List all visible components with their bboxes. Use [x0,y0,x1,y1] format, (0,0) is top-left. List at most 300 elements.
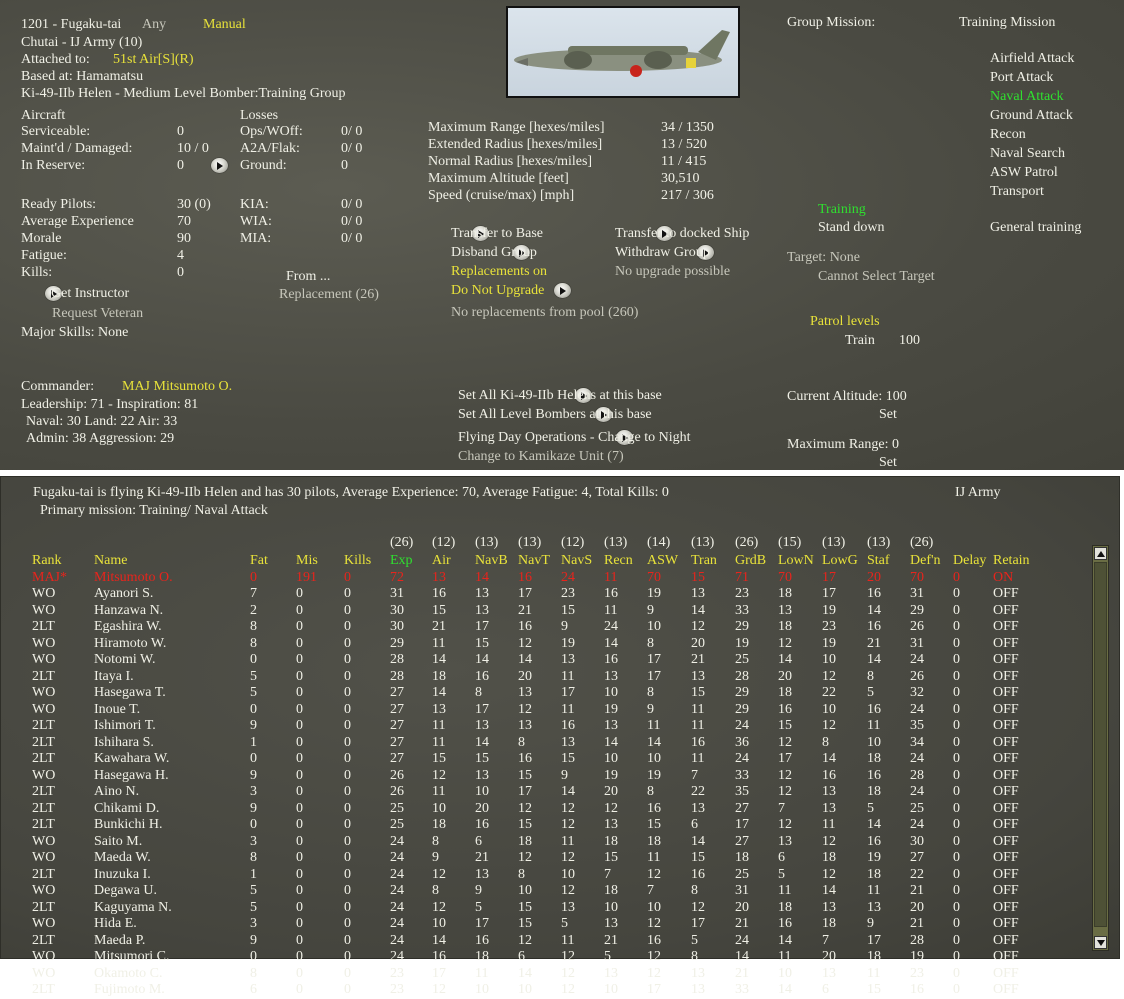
mission-airfield-attack[interactable]: Airfield Attack [990,51,1075,66]
table-cell: 20 [778,668,792,684]
column-header[interactable]: Name [94,553,128,569]
table-cell: 0 [344,833,351,849]
skill-target-cell: (26) [390,535,414,550]
stand-down-option[interactable]: Stand down [818,220,885,235]
skill-target-cell: (26) [735,535,759,550]
table-cell: 0 [296,932,303,948]
commander-admin: Admin: 38 Aggression: 29 [26,431,175,446]
table-cell: 12 [647,949,661,965]
table-cell: 10 [432,916,446,932]
column-header[interactable]: Mis [296,553,318,569]
table-cell: 11 [867,965,881,981]
table-cell: 17 [432,965,446,981]
table-row[interactable] [32,982,1037,999]
table-cell: OFF [993,619,1019,635]
column-header[interactable]: Retain [993,553,1030,569]
mission-naval-attack[interactable]: Naval Attack [990,89,1064,104]
table-cell: 15 [778,718,792,734]
table-cell: 12 [561,850,575,866]
kamikaze-button[interactable]: Change to Kamikaze Unit (7) [458,449,624,464]
table-cell: 16 [432,586,446,602]
table-row[interactable] [32,685,1037,702]
table-cell: 13 [475,866,489,882]
reserve-arrow-icon[interactable] [211,158,228,173]
table-cell: 0 [953,685,960,701]
table-cell: 13 [518,685,532,701]
table-cell: 22 [910,866,924,882]
roster-summary: Fugaku-tai is flying Ki-49-IIb Helen and has 30 pilots, Average Experience: 70, Average Fatigue: 4, Total Kills: 0 [33,485,669,500]
table-cell: 0 [296,850,303,866]
table-cell: WO [32,949,56,965]
table-cell: 16 [867,833,881,849]
patrol-levels-label: Patrol levels [810,314,880,329]
table-cell: 6 [778,850,785,866]
table-row[interactable] [32,883,1037,900]
column-header[interactable]: Delay [953,553,987,569]
table-cell: 20 [910,899,924,915]
table-row[interactable] [32,867,1037,884]
table-cell: 14 [778,652,792,668]
table-cell: 0 [953,767,960,783]
table-cell: 18 [867,866,881,882]
table-cell: 11 [604,602,618,618]
column-header[interactable]: Recn [604,553,633,569]
table-cell: 0 [344,817,351,833]
target-label: Target: None [787,250,861,265]
wia-value: 0/ 0 [341,214,363,229]
table-cell: 17 [778,751,792,767]
table-cell: WO [32,850,56,866]
table-cell: 10 [647,619,661,635]
table-cell: 27 [390,751,404,767]
table-cell: 26 [910,619,924,635]
table-cell: 17 [561,685,575,701]
table-row[interactable] [32,570,1037,587]
transfer-base-button[interactable]: Transfer to Base [451,226,544,241]
table-cell: 11 [475,965,489,981]
table-cell: 16 [910,982,924,998]
column-header[interactable]: ASW [647,553,679,569]
table-cell: WO [32,883,56,899]
table-cell: 0 [344,965,351,981]
avg-exp-value: 70 [177,214,191,229]
table-cell: 0 [296,701,303,717]
table-cell: Maeda W. [94,850,151,866]
nation-label: IJ Army [955,485,1001,500]
set-all-helens-button[interactable]: Set All Ki-49-IIb Helens at this base [458,388,662,403]
table-cell: 0 [250,701,257,717]
table-cell: WO [32,586,56,602]
table-cell: 14 [604,734,618,750]
table-cell: 9 [647,602,654,618]
table-cell: 30 [390,602,404,618]
table-cell: 25 [390,817,404,833]
table-cell: 0 [296,784,303,800]
mission-port-attack[interactable]: Port Attack [990,70,1054,85]
table-cell: 72 [390,569,404,585]
table-cell: 0 [296,602,303,618]
table-cell: 20 [822,949,836,965]
table-cell: 12 [561,982,575,998]
morale-label: Morale [21,231,62,246]
table-cell: Hasegawa T. [94,685,166,701]
column-header[interactable]: LowG [822,553,858,569]
table-cell: Hiramoto W. [94,635,167,651]
attached-label: Attached to: [21,52,90,67]
table-cell: 12 [822,668,836,684]
column-header[interactable]: NavS [561,553,593,569]
scroll-up-icon[interactable] [1094,547,1107,560]
spec-norm-radius-value: 11 / 415 [661,154,707,169]
table-cell: 21 [910,916,924,932]
table-cell: 13 [822,800,836,816]
table-cell: 18 [432,668,446,684]
table-cell: 0 [953,619,960,635]
table-cell: 2 [250,602,257,618]
table-cell: 14 [691,602,705,618]
table-row[interactable] [32,768,1037,785]
table-cell: 11 [561,701,575,717]
mission-transport[interactable]: Transport [990,184,1044,199]
table-cell: 0 [953,866,960,882]
training-option[interactable]: Training [818,202,866,217]
table-cell: 25 [735,866,749,882]
table-cell: 8 [432,833,439,849]
skill-target-cell: (13) [867,535,891,550]
table-cell: 7 [604,866,611,882]
table-cell: Egashira W. [94,619,162,635]
skill-target-cell [94,533,250,553]
table-cell: 18 [647,833,661,849]
table-cell: 16 [867,586,881,602]
table-cell: 18 [604,883,618,899]
set-all-bombers-button[interactable]: Set All Level Bombers at this base [458,407,652,422]
table-cell: 15 [475,751,489,767]
table-cell: OFF [993,718,1019,734]
table-cell: 13 [561,652,575,668]
table-cell: 0 [296,833,303,849]
table-cell: 10 [518,883,532,899]
table-cell: Aino N. [94,784,140,800]
table-cell: 13 [475,718,489,734]
table-row[interactable] [32,933,1037,950]
table-cell: 0 [344,800,351,816]
skill-target-cell: (13) [822,535,846,550]
table-cell: 29 [735,685,749,701]
disband-button[interactable]: Disband Group [451,245,537,260]
flying-day-button[interactable]: Flying Day Operations - Change to Night [458,430,691,445]
column-header[interactable]: Staf [867,553,890,569]
table-cell: 21 [735,916,749,932]
aircraft-type: Ki-49-IIb Helen - Medium Level Bomber:Training Group [21,86,346,101]
table-row[interactable] [32,784,1037,801]
table-cell: 0 [296,866,303,882]
table-row[interactable] [32,916,1037,933]
skill-target-cell: (15) [778,535,802,550]
table-cell: 11 [867,718,881,734]
table-cell: 18 [475,949,489,965]
table-cell: 16 [518,569,532,585]
column-header[interactable]: Tran [691,553,717,569]
table-cell: 35 [735,784,749,800]
table-cell: 17 [822,569,836,585]
column-header[interactable]: Air [432,553,451,569]
table-cell: 24 [390,916,404,932]
table-cell: 17 [867,932,881,948]
table-cell: 24 [735,751,749,767]
table-cell: OFF [993,883,1019,899]
table-cell: 24 [390,866,404,882]
table-row[interactable] [32,751,1037,768]
table-cell: 13 [561,734,575,750]
table-cell: 12 [647,965,661,981]
table-cell: 15 [561,751,575,767]
no-upgrade-possible: No upgrade possible [615,264,731,279]
table-cell: 23 [561,586,575,602]
commander-name[interactable]: MAJ Mitsumoto O. [122,379,233,394]
table-cell: 11 [778,883,792,899]
table-cell: WO [32,767,56,783]
table-cell: 5 [250,685,257,701]
table-row[interactable] [32,834,1037,851]
table-cell: 16 [822,767,836,783]
scroll-thumb[interactable] [1094,562,1107,927]
table-cell: Ishimori T. [94,718,156,734]
table-cell: 12 [432,899,446,915]
table-row[interactable] [32,735,1037,752]
table-cell: 21 [518,602,532,618]
table-cell: 12 [561,817,575,833]
column-header[interactable]: Rank [32,553,62,569]
table-cell: 0 [296,652,303,668]
column-header[interactable]: NavB [475,553,508,569]
table-cell: 16 [691,866,705,882]
table-cell: 14 [735,949,749,965]
table-cell: 15 [691,569,705,585]
table-cell: 13 [691,586,705,602]
table-cell: 16 [691,734,705,750]
table-cell: Maeda P. [94,932,146,948]
table-cell: 5 [778,866,785,882]
table-cell: 14 [647,734,661,750]
kia-label: KIA: [240,197,269,212]
table-cell: 32 [910,685,924,701]
table-cell: WO [32,965,56,981]
column-header[interactable]: LowN [778,553,814,569]
table-cell: 0 [953,899,960,915]
table-row[interactable] [32,619,1037,636]
table-row[interactable] [32,949,1037,966]
altitude-set-button[interactable]: Set [879,407,897,422]
table-cell: 6 [822,982,829,998]
table-cell: 31 [910,635,924,651]
table-cell: 7 [778,800,785,816]
table-cell: 8 [867,668,874,684]
table-cell: Kawahara W. [94,751,170,767]
table-cell: 10 [867,734,881,750]
do-not-upgrade-toggle[interactable]: Do Not Upgrade [451,283,545,298]
request-veteran-button[interactable]: Request Veteran [52,306,144,321]
table-cell: 17 [475,916,489,932]
table-cell: 0 [953,701,960,717]
table-cell: 10 [822,701,836,717]
table-cell: 27 [390,701,404,717]
table-cell: 14 [691,833,705,849]
general-training-option[interactable]: General training [990,220,1082,235]
mission-asw-patrol[interactable]: ASW Patrol [990,165,1058,180]
table-cell: 0 [296,734,303,750]
range-set-button[interactable]: Set [879,455,897,470]
table-cell: 24 [910,817,924,833]
patrol-train-label: Train [845,333,875,348]
table-row[interactable] [32,669,1037,686]
table-cell: 15 [432,751,446,767]
table-cell: 16 [518,751,532,767]
chutai-label: Chutai - IJ Army (10) [21,35,143,50]
table-cell: Chikami D. [94,800,160,816]
table-row[interactable] [32,603,1037,620]
upgrade-icon[interactable] [554,283,571,298]
kills-label: Kills: [21,265,53,280]
table-cell: 26 [390,767,404,783]
table-cell: 15 [432,602,446,618]
mission-ground-attack[interactable]: Ground Attack [990,108,1073,123]
table-row[interactable] [32,702,1037,719]
column-header[interactable]: NavT [518,553,550,569]
table-cell: 19 [647,586,661,602]
table-cell: 0 [344,784,351,800]
replacement-link[interactable]: Replacement (26) [279,287,379,302]
table-cell: 24 [910,701,924,717]
table-cell: 18 [778,899,792,915]
table-cell: 24 [735,932,749,948]
column-header[interactable]: Def'n [910,553,941,569]
table-cell: 12 [822,833,836,849]
table-cell: 0 [296,619,303,635]
get-instructor-button[interactable]: Get Instructor [51,286,130,301]
manual-toggle[interactable]: Manual [203,17,246,32]
current-altitude: Current Altitude: 100 [787,389,907,404]
table-cell: 0 [953,883,960,899]
table-cell: 28 [390,668,404,684]
column-header[interactable]: Kills [344,553,372,569]
table-cell: OFF [993,916,1019,932]
table-cell: 31 [390,586,404,602]
skill-target-cell [250,533,296,553]
table-cell: 12 [518,800,532,816]
table-cell: Degawa U. [94,883,157,899]
kia-value: 0/ 0 [341,197,363,212]
table-row[interactable] [32,850,1037,867]
aircraft-image [506,6,740,98]
table-cell: WO [32,685,56,701]
table-cell: 8 [647,784,654,800]
table-cell: Okamoto C. [94,965,163,981]
table-cell: 16 [778,701,792,717]
table-cell: 27 [390,718,404,734]
table-cell: 8 [250,850,257,866]
based-at: Based at: Hamamatsu [21,69,144,84]
table-cell: 14 [518,652,532,668]
table-cell: 0 [953,965,960,981]
skill-target-cell [296,533,344,553]
table-cell: 13 [778,833,792,849]
table-cell: OFF [993,817,1019,833]
wia-label: WIA: [240,214,272,229]
table-cell: 10 [604,899,618,915]
table-cell: 8 [250,619,257,635]
table-cell: 1 [250,734,257,750]
table-cell: 2LT [32,932,55,948]
table-cell: 22 [691,784,705,800]
mission-recon[interactable]: Recon [990,127,1026,142]
table-cell: 29 [735,619,749,635]
table-cell: 0 [250,652,257,668]
ground-value: 0 [341,158,348,173]
table-row[interactable] [32,652,1037,669]
column-header[interactable]: Exp [390,553,413,569]
column-header[interactable]: Fat [250,553,268,569]
table-cell: 10 [518,982,532,998]
ground-label: Ground: [240,158,287,173]
table-cell: 15 [518,817,532,833]
scroll-down-icon[interactable] [1094,936,1107,949]
table-cell: 21 [604,932,618,948]
table-row[interactable] [32,636,1037,653]
replacements-toggle[interactable]: Replacements on [451,264,548,279]
table-row[interactable] [32,718,1037,735]
attached-hq[interactable]: 51st Air[S](R) [113,52,194,67]
skill-target-cell [344,533,390,553]
table-cell: Notomi W. [94,652,156,668]
table-cell: 23 [822,619,836,635]
table-cell: 14 [561,784,575,800]
table-cell: 0 [344,899,351,915]
mission-naval-search[interactable]: Naval Search [990,146,1066,161]
table-cell: 0 [344,751,351,767]
table-cell: 13 [822,784,836,800]
table-cell: 14 [432,652,446,668]
table-cell: 16 [518,619,532,635]
transfer-ship-button[interactable]: Transfer to docked Ship [615,226,750,241]
table-cell: OFF [993,767,1019,783]
table-cell: 9 [250,932,257,948]
table-cell: 12 [647,916,661,932]
table-cell: 1 [250,866,257,882]
table-cell: 13 [604,668,618,684]
table-cell: 11 [432,718,446,734]
table-cell: Fujimoto M. [94,982,165,998]
table-cell: 13 [518,718,532,734]
table-cell: 70 [778,569,792,585]
table-cell: Hasegawa H. [94,767,169,783]
table-row[interactable] [32,900,1037,917]
table-cell: 18 [432,817,446,833]
unit-any: Any [142,17,167,32]
table-cell: 0 [296,899,303,915]
table-cell: 23 [390,965,404,981]
table-cell: 27 [390,685,404,701]
column-header[interactable]: GrdB [735,553,767,569]
table-cell: Saito M. [94,833,143,849]
table-cell: 0 [296,685,303,701]
roster-scrollbar[interactable] [1092,545,1109,951]
table-row[interactable] [32,817,1037,834]
table-row[interactable] [32,966,1037,983]
table-row[interactable] [32,586,1037,603]
withdraw-button[interactable]: Withdraw Group [615,245,710,260]
table-row[interactable] [32,801,1037,818]
